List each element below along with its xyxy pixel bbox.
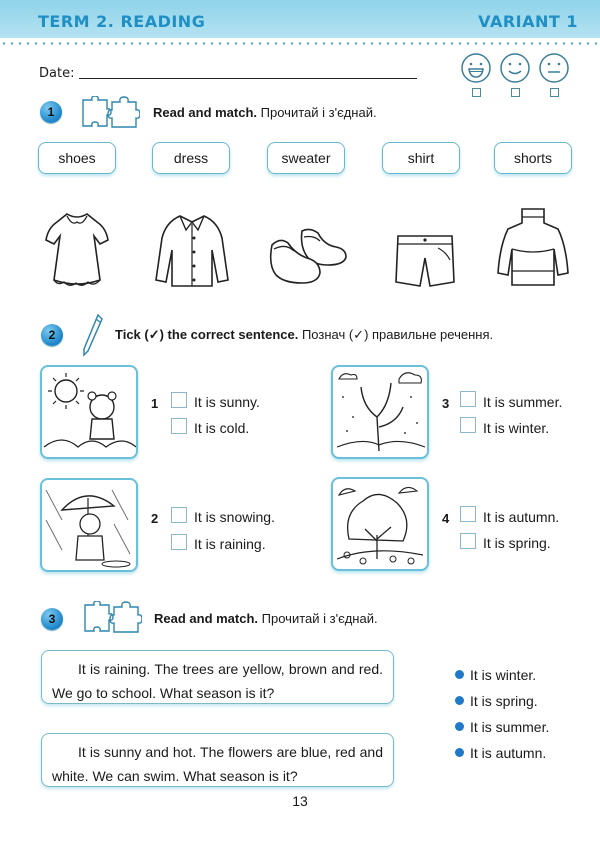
face-big-smile <box>460 52 492 97</box>
season-option[interactable] <box>455 745 546 761</box>
winter-tree-illustration <box>333 367 427 457</box>
option-text: It is winter. <box>483 420 550 436</box>
match-dot-icon[interactable] <box>455 722 464 731</box>
header-title: TERM 2. READING <box>38 12 206 31</box>
task1-title-ua: Прочитай і з'єднай. <box>260 105 377 120</box>
option-text: It is snowing. <box>194 509 275 525</box>
big-smile-face-icon <box>460 52 492 84</box>
question-number: 4 <box>442 511 450 526</box>
match-dot-icon[interactable] <box>455 670 464 679</box>
task3-title <box>154 611 378 626</box>
reading-text-box <box>41 733 394 787</box>
neutral-face-icon <box>538 52 570 84</box>
date-input-line[interactable] <box>79 78 417 79</box>
face-checkbox[interactable] <box>511 88 520 97</box>
dotted-divider <box>0 42 600 45</box>
option-text: It is autumn. <box>483 509 560 525</box>
option-text: It is summer. <box>483 394 563 410</box>
option-checkbox[interactable] <box>460 391 476 407</box>
puzzle-icon <box>82 601 142 635</box>
sweater-picture[interactable] <box>496 205 570 289</box>
task2-title-ua: Познач (✓) правильне речення. <box>301 327 494 342</box>
rain-umbrella-illustration <box>42 480 136 570</box>
header-variant: VARIANT 1 <box>478 12 578 31</box>
page-header <box>0 0 600 38</box>
puzzle-icon <box>80 96 140 130</box>
task-number-badge: 1 <box>40 101 62 123</box>
task-number-badge: 3 <box>41 608 63 630</box>
task2-title-en: Tick (✓) the correct sentence. <box>115 327 299 342</box>
dress-picture[interactable] <box>42 210 112 290</box>
task3-title-en: Read and match. <box>154 611 259 626</box>
season-text: It is winter. <box>470 667 537 683</box>
self-assessment <box>460 52 570 102</box>
reading-text: It is sunny and hot. The flowers are blue, red and white. We can swim. What season is it? <box>52 744 383 784</box>
winter-tree-picture <box>331 365 429 459</box>
face-smile <box>499 52 531 97</box>
season-text: It is autumn. <box>470 745 547 761</box>
task1-title-en: Read and match. <box>153 105 258 120</box>
season-option[interactable] <box>455 719 549 735</box>
task1-title <box>153 105 377 120</box>
option-checkbox[interactable] <box>460 417 476 433</box>
shoes-picture[interactable] <box>266 225 350 289</box>
option-checkbox[interactable] <box>460 533 476 549</box>
word-card-shoes[interactable]: shoes <box>38 142 116 174</box>
smile-face-icon <box>499 52 531 84</box>
season-option[interactable] <box>455 667 536 683</box>
autumn-tree-illustration <box>333 479 427 569</box>
reading-text-box <box>41 650 394 704</box>
autumn-tree-picture <box>331 477 429 571</box>
option-text: It is cold. <box>194 420 250 436</box>
page-number: 13 <box>292 793 308 809</box>
task-number-badge: 2 <box>41 324 63 346</box>
word-card-shirt[interactable]: shirt <box>382 142 460 174</box>
option-checkbox[interactable] <box>171 418 187 434</box>
sun-bear-illustration <box>42 367 136 457</box>
option-text: It is sunny. <box>194 394 260 410</box>
question-number: 2 <box>151 511 159 526</box>
sunny-bear-picture <box>40 365 138 459</box>
match-dot-icon[interactable] <box>455 696 464 705</box>
date-label: Date: <box>39 66 75 81</box>
pen-icon <box>80 313 104 357</box>
season-text: It is spring. <box>470 693 538 709</box>
reading-text: It is raining. The trees are yellow, brown and red. We go to school. What season is it? <box>52 661 383 701</box>
season-text: It is summer. <box>470 719 550 735</box>
face-neutral <box>538 52 570 97</box>
option-text: It is spring. <box>483 535 551 551</box>
face-checkbox[interactable] <box>472 88 481 97</box>
option-checkbox[interactable] <box>460 506 476 522</box>
season-option[interactable] <box>455 693 538 709</box>
option-checkbox[interactable] <box>171 392 187 408</box>
face-checkbox[interactable] <box>550 88 559 97</box>
question-number: 3 <box>442 396 450 411</box>
rainy-bear-picture <box>40 478 138 572</box>
question-number: 1 <box>151 396 159 411</box>
shirt-picture[interactable] <box>152 210 232 290</box>
word-card-shorts[interactable]: shorts <box>494 142 572 174</box>
task2-title <box>115 327 493 343</box>
word-card-dress[interactable]: dress <box>152 142 230 174</box>
option-text: It is raining. <box>194 536 266 552</box>
word-card-sweater[interactable]: sweater <box>267 142 345 174</box>
task3-title-ua: Прочитай і з'єднай. <box>261 611 378 626</box>
option-checkbox[interactable] <box>171 534 187 550</box>
option-checkbox[interactable] <box>171 507 187 523</box>
match-dot-icon[interactable] <box>455 748 464 757</box>
shorts-picture[interactable] <box>394 232 456 290</box>
